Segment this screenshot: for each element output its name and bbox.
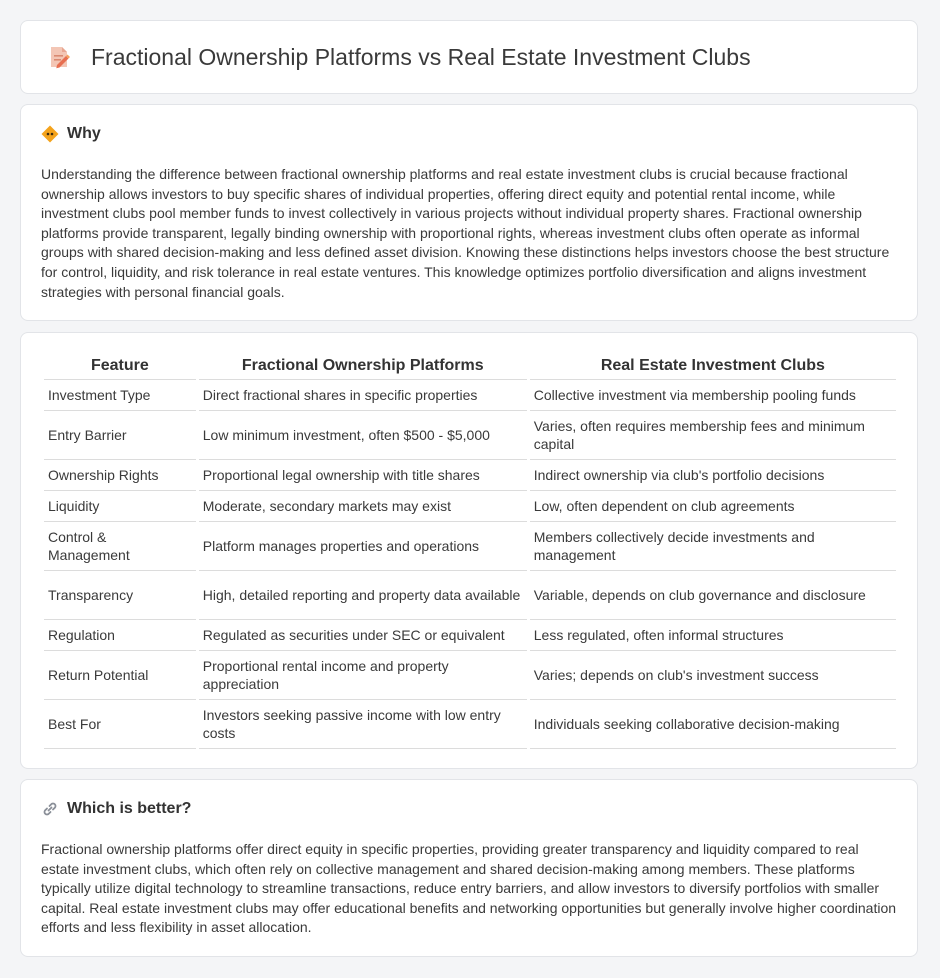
link-icon [41,800,59,818]
which-is-better-title: Which is better? [67,800,192,817]
feature-cell: Ownership Rights [44,460,196,491]
column-header-clubs: Real Estate Investment Clubs [530,355,896,380]
fractional-cell: Low minimum investment, often $500 - $5,000 [199,411,527,460]
feature-cell: Return Potential [44,651,196,700]
table-row [44,491,896,522]
why-section [20,104,918,321]
clubs-cell: Indirect ownership via club's portfolio decisions [530,460,896,491]
feature-cell: Investment Type [44,380,196,411]
fractional-cell: Regulated as securities under SEC or equivalent [199,620,527,651]
clubs-cell: Varies; depends on club's investment success [530,651,896,700]
clubs-cell: Members collectively decide investments and management [530,522,896,571]
table-header-row [44,355,896,380]
fractional-cell: Direct fractional shares in specific properties [199,380,527,411]
clubs-cell: Low, often dependent on club agreements [530,491,896,522]
comparison-table-card [20,332,918,769]
table-row [44,411,896,460]
why-title: Why [67,125,101,142]
clubs-cell: Variable, depends on club governance and disclosure [530,571,896,620]
fractional-cell: Proportional legal ownership with title shares [199,460,527,491]
table-row [44,700,896,749]
feature-cell: Liquidity [44,491,196,522]
table-row [44,571,896,620]
comparison-table [41,355,899,749]
fractional-cell: High, detailed reporting and property data available [199,571,527,620]
feature-cell: Best For [44,700,196,749]
header-card [20,20,918,94]
clubs-cell: Varies, often requires membership fees and minimum capital [530,411,896,460]
feature-cell: Entry Barrier [44,411,196,460]
fractional-cell: Investors seeking passive income with low entry costs [199,700,527,749]
table-row [44,522,896,571]
fractional-cell: Proportional rental income and property appreciation [199,651,527,700]
feature-cell: Regulation [44,620,196,651]
diamond-sign-icon [41,125,59,143]
table-row [44,620,896,651]
table-row [44,380,896,411]
table-row [44,651,896,700]
feature-cell: Control & Management [44,522,196,571]
feature-cell: Transparency [44,571,196,620]
page-title: Fractional Ownership Platforms vs Real Estate Investment Clubs [91,43,751,70]
fractional-cell: Moderate, secondary markets may exist [199,491,527,522]
fractional-cell: Platform manages properties and operations [199,522,527,571]
clubs-cell: Individuals seeking collaborative decision-making [530,700,896,749]
clubs-cell: Collective investment via membership pooling funds [530,380,896,411]
which-is-better-section [20,779,918,957]
why-text: Understanding the difference between fractional ownership platforms and real estate investment clubs is crucial because fractional ownership allows investors to buy specific shares of individual properties, offering direct equity and potential rental income, while investment clubs pool member funds to invest collectively in various projects without individual property shares. Fractional ownership platforms provide transparent, legally binding ownership with proportional rights, whereas investment clubs often operate as informal groups with shared decision-making and less defined asset division. Knowing these distinctions helps investors choose the best structure for control, liquidity, and risk tolerance in real estate ventures. This knowledge optimizes portfolio diversification and aligns investment strategies with personal financial goals. [41,166,890,300]
edit-document-icon [45,43,73,71]
column-header-feature: Feature [44,355,196,380]
column-header-fractional: Fractional Ownership Platforms [199,355,527,380]
table-row [44,460,896,491]
which-is-better-text: Fractional ownership platforms offer direct equity in specific properties, providing greater transparency and liquidity compared to real estate investment clubs, which often rely on collective management and shared decision-making among members. These platforms typically utilize digital technology to streamline transactions, reduce entry barriers, and allow investors to diversify portfolios with smaller capital. Real estate investment clubs may offer educational benefits and networking opportunities but generally involve higher coordination efforts and less flexibility in asset allocation. [41,841,897,936]
clubs-cell: Less regulated, often informal structures [530,620,896,651]
